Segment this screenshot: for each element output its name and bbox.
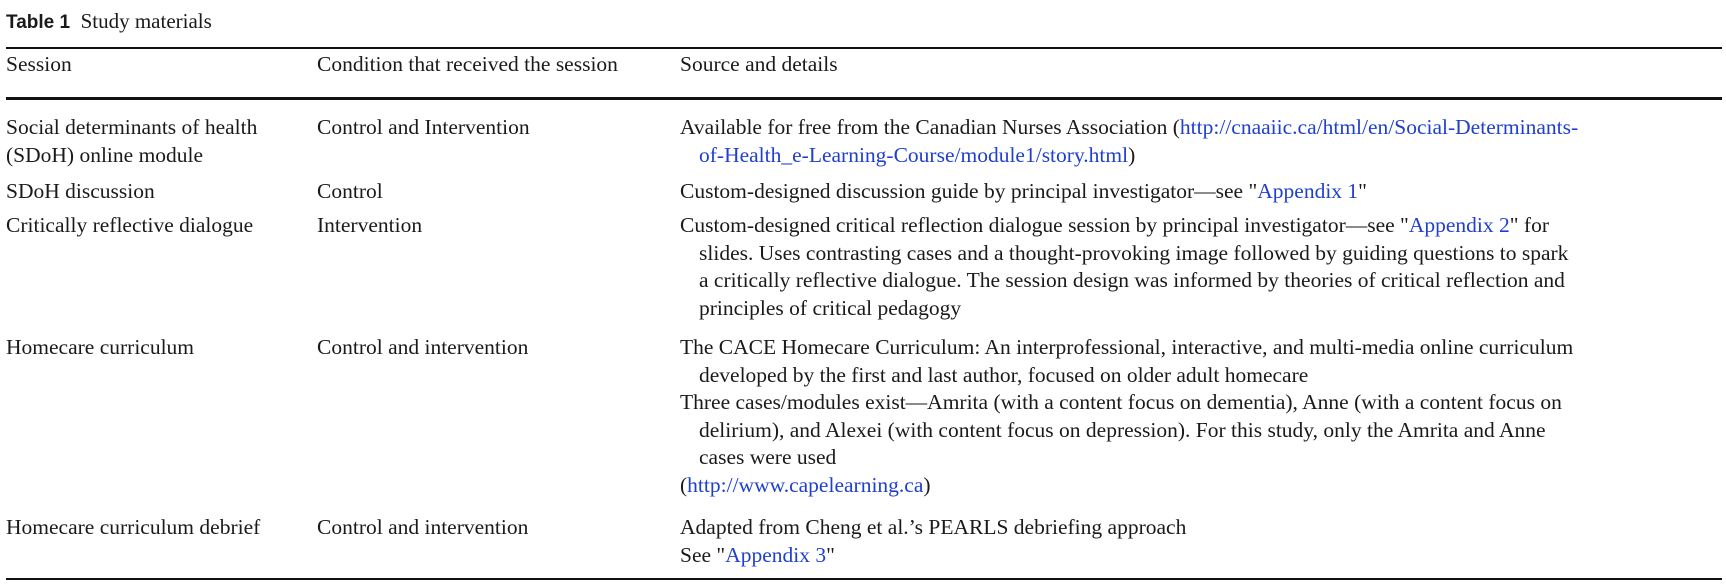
table-row-2-source: Custom-designed discussion guide by principal investigator—see "Appendix 1": [680, 179, 1367, 203]
capelearning-link[interactable]: http://www.capelearning.ca: [687, 472, 924, 497]
table-bottom-rule: [6, 578, 1722, 580]
table-title: Study materials: [80, 9, 212, 33]
table-row-3-session: Critically reflective dialogue: [6, 213, 254, 237]
table-row-4-source: The CACE Homecare Curriculum: An interprofessional, interactive, and multi-media online curriculum developed by the first and last author, focused on older adult homecare Three cases/modules exist—Amrita (with a content focus on dementia), Anne (with a content focus on delirium), and Alexei (with content focus on depression). For this study, only the Amrita and Anne cases were used (http://www.capelearning.ca): [680, 335, 1574, 497]
appendix-2-link[interactable]: Appendix 2: [1408, 213, 1510, 237]
table-row-1-session: Social determinants of health (SDoH) online module: [6, 115, 258, 167]
table-caption: [6, 8, 212, 36]
appendix-1-link[interactable]: Appendix 1: [1257, 179, 1359, 203]
table-row-5-condition: Control and intervention: [317, 515, 529, 539]
table-row-1-condition: Control and Intervention: [317, 115, 530, 139]
table-row-2-session: SDoH discussion: [6, 179, 155, 203]
table-row-4-session: Homecare curriculum: [6, 335, 195, 359]
table-row-5-source: Adapted from Cheng et al.’s PEARLS debriefing approach See "Appendix 3": [680, 515, 1187, 567]
table-row-5-session: Homecare curriculum debrief: [6, 515, 261, 539]
table-row-2-condition: Control: [317, 179, 383, 203]
header-session: Session: [6, 52, 72, 76]
table-row-3-source: Custom-designed critical reflection dialogue session by principal investigator—see "Appendix 2" for slides. Uses contrasting cases and a thought-provoking image followed by guiding questions to spark a critically reflective dialogue. The session design was informed by theories of critical reflection and principles of critical pedagogy: [680, 213, 1569, 320]
table-row-3-condition: Intervention: [317, 213, 423, 237]
cna-module-link[interactable]: http://cnaaiic.ca/html/en/Social-Determinants-: [1179, 115, 1579, 139]
table-header-rule: [6, 97, 1722, 100]
table-row-1-source: Available for free from the Canadian Nurses Association (http://cnaaiic.ca/html/en/Social-Determinants- of-Health_e-Learning-Course/module1/story.html): [680, 115, 1579, 167]
header-source: Source and details: [680, 52, 838, 76]
table-top-rule: [6, 47, 1722, 49]
cna-module-link-continued[interactable]: of-Health_e-Learning-Course/module1/story.html: [699, 142, 1129, 167]
header-condition: Condition that received the session: [317, 52, 618, 76]
appendix-3-link[interactable]: Appendix 3: [725, 542, 827, 567]
table-label: Table 1: [6, 12, 71, 33]
table-row-4-condition: Control and intervention: [317, 335, 529, 359]
